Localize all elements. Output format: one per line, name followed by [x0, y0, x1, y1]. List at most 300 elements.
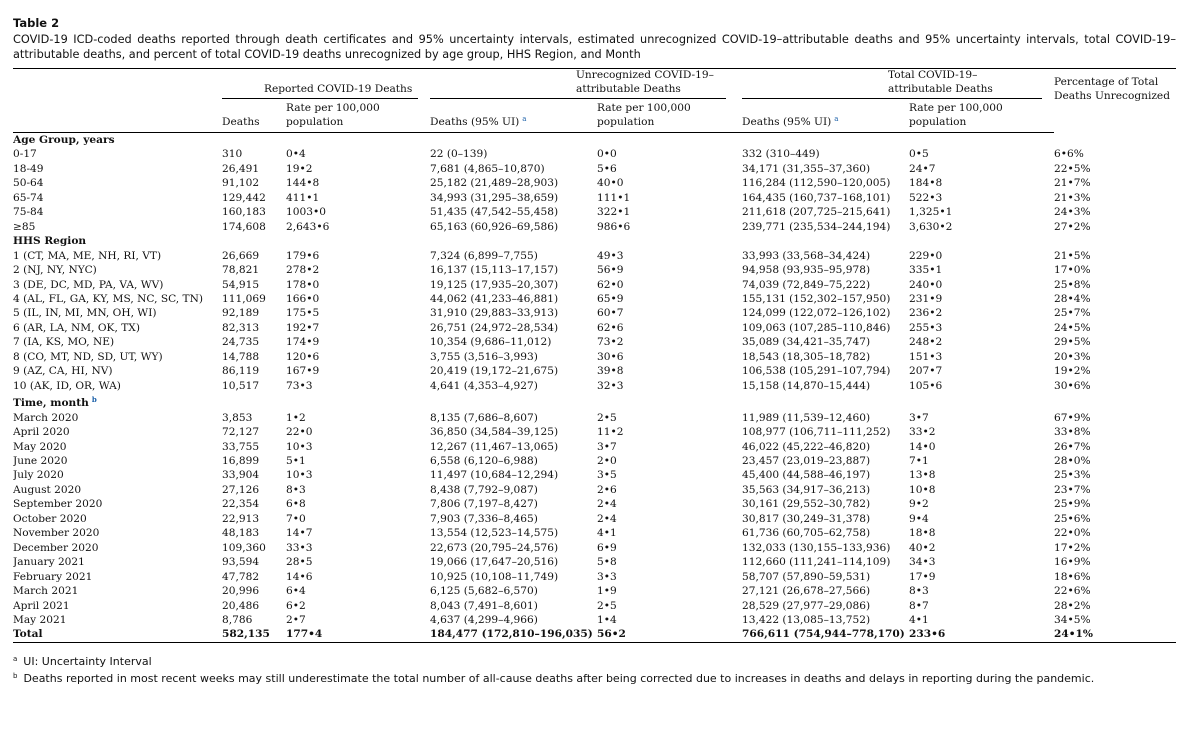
reported-deaths: 14,788 [222, 350, 260, 363]
footnote-a [13, 652, 1176, 670]
total-deaths-ui: 11,989 (11,539–12,460) [742, 411, 871, 424]
table-figure [13, 16, 1176, 687]
table-row [13, 147, 1176, 161]
unrecognized-deaths-ui: 13,554 (12,523–14,575) [430, 527, 559, 540]
row-label: March 2020 [13, 411, 79, 424]
section-header-row [13, 393, 1176, 410]
reported-rate: 33•3 [286, 541, 313, 554]
row-label: July 2020 [13, 469, 64, 482]
percent-unrecognized: 67•9% [1054, 411, 1091, 424]
unrecognized-deaths-ui: 31,910 (29,883–33,913) [430, 307, 559, 320]
unrecognized-rate: 4•1 [597, 527, 617, 540]
unrecognized-rate: 2•5 [597, 411, 617, 424]
table-row [13, 599, 1176, 613]
percent-unrecognized: 30•6% [1054, 379, 1091, 392]
col-rate-total: Rate per 100,000 population [909, 102, 1003, 128]
unrecognized-deaths-ui: 51,435 (47,542–55,458) [430, 206, 559, 219]
table-row [13, 263, 1176, 277]
table-row [13, 321, 1176, 335]
percent-unrecognized: 25•6% [1054, 512, 1091, 525]
percent-unrecognized: 33•8% [1054, 426, 1091, 439]
unrecognized-rate: 60•7 [597, 307, 624, 320]
table-row [13, 483, 1176, 497]
unrecognized-deaths-ui: 7,806 (7,197–8,427) [430, 498, 538, 511]
total-deaths-ui: 13,422 (13,085–13,752) [742, 613, 871, 626]
footnote-mark: b [13, 672, 18, 681]
table-label: Table 2 [13, 16, 60, 30]
unrecognized-rate: 11•2 [597, 426, 624, 439]
percent-unrecognized: 25•3% [1054, 469, 1091, 482]
total-deaths-ui: 34,171 (31,355–37,360) [742, 162, 871, 175]
group-total-header: Total COVID-19– attributable Deaths [888, 69, 993, 95]
total-deaths-ui: 164,435 (160,737–168,101) [742, 191, 891, 204]
row-label: 50-64 [13, 177, 44, 190]
unrecognized-rate: 2•4 [597, 498, 617, 511]
unrecognized-deaths-ui: 65,163 (60,926–69,586) [430, 220, 559, 233]
reported-deaths: 26,669 [222, 249, 260, 262]
unrecognized-deaths-ui: 7,681 (4,865–10,870) [430, 162, 545, 175]
total-deaths-ui: 108,977 (106,711–111,252) [742, 426, 891, 439]
unrecognized-deaths-ui: 4,637 (4,299–4,966) [430, 613, 538, 626]
total-rate: 9•4 [909, 512, 929, 525]
row-label: 5 (IL, IN, MI, MN, OH, WI) [13, 307, 157, 320]
total-rate: 255•3 [909, 321, 943, 334]
row-label: ≥85 [13, 220, 36, 233]
total-reported-deaths: 582,135 [222, 627, 286, 642]
total-rate: 24•7 [909, 162, 936, 175]
unrecognized-rate: 986•6 [597, 220, 631, 233]
total-reported-rate: 177•4 [286, 627, 430, 642]
total-deaths-ui: 155,131 (152,302–157,950) [742, 292, 891, 305]
row-label: September 2020 [13, 498, 103, 511]
percent-unrecognized: 26•7% [1054, 440, 1091, 453]
unrecognized-deaths-ui: 7,324 (6,899–7,755) [430, 249, 538, 262]
total-deaths-ui: 18,543 (18,305–18,782) [742, 350, 871, 363]
footnote-a-ref[interactable]: a [522, 115, 527, 123]
total-deaths-ui: 124,099 (122,072–126,102) [742, 307, 891, 320]
row-label: 7 (IA, KS, MO, NE) [13, 336, 115, 349]
total-rate: 13•8 [909, 469, 936, 482]
percent-unrecognized: 20•3% [1054, 350, 1091, 363]
row-label: May 2021 [13, 613, 67, 626]
unrecognized-deaths-ui: 7,903 (7,336–8,465) [430, 512, 538, 525]
reported-deaths: 54,915 [222, 278, 260, 291]
percent-unrecognized: 34•5% [1054, 613, 1091, 626]
percent-unrecognized: 22•5% [1054, 162, 1091, 175]
table-row [13, 292, 1176, 306]
reported-deaths: 109,360 [222, 541, 266, 554]
total-deaths-ui: 23,457 (23,019–23,887) [742, 454, 871, 467]
unrecognized-deaths-ui: 6,558 (6,120–6,988) [430, 454, 538, 467]
unrecognized-rate: 62•0 [597, 278, 624, 291]
row-label: 6 (AR, LA, NM, OK, TX) [13, 321, 140, 334]
unrecognized-deaths-ui: 10,354 (9,686–11,012) [430, 336, 552, 349]
reported-deaths: 91,102 [222, 177, 260, 190]
unrecognized-deaths-ui: 8,438 (7,792–9,087) [430, 483, 538, 496]
col-rate-reported: Rate per 100,000 population [286, 102, 380, 128]
unrecognized-rate: 56•9 [597, 264, 624, 277]
percent-unrecognized: 22•0% [1054, 527, 1091, 540]
reported-rate: 73•3 [286, 379, 313, 392]
unrecognized-rate: 1•4 [597, 613, 617, 626]
reported-deaths: 78,821 [222, 264, 260, 277]
total-rate: 14•0 [909, 440, 936, 453]
row-label: April 2020 [13, 426, 70, 439]
reported-deaths: 20,486 [222, 599, 260, 612]
table-row [13, 497, 1176, 511]
reported-rate: 7•0 [286, 512, 306, 525]
total-total-rate: 233•6 [909, 627, 1054, 642]
total-deaths-ui: 61,736 (60,705–62,758) [742, 527, 871, 540]
reported-rate: 166•0 [286, 292, 320, 305]
table-row [13, 220, 1176, 234]
total-deaths-ui: 239,771 (235,534–244,194) [742, 220, 891, 233]
unrecognized-rate: 111•1 [597, 191, 631, 204]
reported-deaths: 92,189 [222, 307, 260, 320]
unrecognized-deaths-ui: 11,497 (10,684–12,294) [430, 469, 559, 482]
percent-unrecognized: 18•6% [1054, 570, 1091, 583]
section-title: HHS Region [13, 235, 87, 248]
table-row [13, 570, 1176, 584]
total-rate: 236•2 [909, 307, 943, 320]
total-deaths-ui: 332 (310–449) [742, 148, 820, 161]
unrecognized-rate: 1•9 [597, 585, 617, 598]
total-rate: 522•3 [909, 191, 943, 204]
total-rate: 40•2 [909, 541, 936, 554]
unrecognized-deaths-ui: 16,137 (15,113–17,157) [430, 264, 559, 277]
reported-deaths: 310 [222, 148, 243, 161]
unrecognized-rate: 5•6 [597, 162, 617, 175]
unrecognized-deaths-ui: 19,125 (17,935–20,307) [430, 278, 559, 291]
table-row [13, 411, 1176, 425]
reported-deaths: 3,853 [222, 411, 253, 424]
unrecognized-deaths-ui: 26,751 (24,972–28,534) [430, 321, 559, 334]
unrecognized-rate: 2•0 [597, 454, 617, 467]
reported-deaths: 16,899 [222, 454, 260, 467]
section-title: Age Group, years [13, 134, 115, 146]
table-row [13, 541, 1176, 555]
percent-unrecognized: 17•2% [1054, 541, 1091, 554]
row-label: 9 (AZ, CA, HI, NV) [13, 365, 113, 378]
total-deaths-ui: 132,033 (130,155–133,936) [742, 541, 891, 554]
total-deaths-ui: 15,158 (14,870–15,444) [742, 379, 871, 392]
table-header [13, 69, 1176, 133]
total-rate: 231•9 [909, 292, 943, 305]
table-row [13, 468, 1176, 482]
reported-deaths: 72,127 [222, 426, 260, 439]
unrecognized-rate: 32•3 [597, 379, 624, 392]
percent-unrecognized: 24•3% [1054, 206, 1091, 219]
table-row [13, 205, 1176, 219]
table-row [13, 454, 1176, 468]
unrecognized-deaths-ui: 6,125 (5,682–6,570) [430, 585, 538, 598]
unrecognized-rate: 30•6 [597, 350, 624, 363]
unrecognized-rate: 0•0 [597, 148, 617, 161]
unrecognized-deaths-ui: 8,043 (7,491–8,601) [430, 599, 538, 612]
row-label: 75-84 [13, 206, 44, 219]
total-rate: 33•2 [909, 426, 936, 439]
total-rate: 8•7 [909, 599, 929, 612]
table-row [13, 526, 1176, 540]
reported-deaths: 48,183 [222, 527, 260, 540]
total-rate: 184•8 [909, 177, 943, 190]
total-percent-unrecognized: 24•1% [1054, 627, 1176, 642]
col-deaths-reported: Deaths [222, 101, 286, 133]
total-deaths-ui: 30,817 (30,249–31,378) [742, 512, 871, 525]
unrecognized-deaths-ui: 20,419 (19,172–21,675) [430, 365, 559, 378]
total-rate: 8•3 [909, 585, 929, 598]
unrecognized-rate: 62•6 [597, 321, 624, 334]
table-row [13, 512, 1176, 526]
row-label: 2 (NJ, NY, NYC) [13, 264, 97, 277]
reported-rate: 6•2 [286, 599, 306, 612]
percent-unrecognized: 24•5% [1054, 321, 1091, 334]
reported-rate: 178•0 [286, 278, 320, 291]
reported-rate: 0•4 [286, 148, 306, 161]
reported-deaths: 27,126 [222, 483, 260, 496]
reported-deaths: 20,996 [222, 585, 260, 598]
reported-rate: 10•3 [286, 440, 313, 453]
reported-rate: 8•3 [286, 483, 306, 496]
footnote-text: Deaths reported in most recent weeks may still underestimate the total number of all-cause deaths after being corrected due to increases in deaths and delays in reporting during the pandemic. [23, 672, 1095, 686]
unrecognized-rate: 3•5 [597, 469, 617, 482]
percent-unrecognized: 21•5% [1054, 249, 1091, 262]
total-rate: 10•8 [909, 483, 936, 496]
row-label: 3 (DE, DC, MD, PA, VA, WV) [13, 278, 164, 291]
total-deaths-ui: 58,707 (57,890–59,531) [742, 570, 871, 583]
unrecognized-rate: 3•3 [597, 570, 617, 583]
total-deaths-ui: 45,400 (44,588–46,197) [742, 469, 871, 482]
reported-deaths: 174,608 [222, 220, 266, 233]
total-rate: 17•9 [909, 570, 936, 583]
unrecognized-rate: 39•8 [597, 365, 624, 378]
percent-unrecognized: 22•6% [1054, 585, 1091, 598]
unrecognized-deaths-ui: 44,062 (41,233–46,881) [430, 292, 559, 305]
total-rate: 151•3 [909, 350, 943, 363]
unrecognized-rate: 322•1 [597, 206, 631, 219]
reported-rate: 14•7 [286, 527, 313, 540]
table-row [13, 555, 1176, 569]
row-label: June 2020 [13, 454, 68, 467]
reported-deaths: 129,442 [222, 191, 266, 204]
table-row [13, 364, 1176, 378]
reported-rate: 14•6 [286, 570, 313, 583]
percent-unrecognized: 25•8% [1054, 278, 1091, 291]
reported-rate: 192•7 [286, 321, 320, 334]
reported-deaths: 93,594 [222, 556, 260, 569]
total-deaths-ui: 27,121 (26,678–27,566) [742, 585, 871, 598]
row-label: 4 (AL, FL, GA, KY, MS, NC, SC, TN) [13, 292, 204, 305]
percent-unrecognized: 19•2% [1054, 365, 1091, 378]
percent-unrecognized: 23•7% [1054, 483, 1091, 496]
percent-unrecognized: 17•0% [1054, 264, 1091, 277]
unrecognized-rate: 73•2 [597, 336, 624, 349]
total-deaths-ui: 106,538 (105,291–107,794) [742, 365, 891, 378]
section-header-row [13, 234, 1176, 248]
table-row [13, 176, 1176, 190]
table-row [13, 584, 1176, 598]
unrecognized-deaths-ui: 22,673 (20,795–24,576) [430, 541, 559, 554]
row-label: 8 (CO, MT, ND, SD, UT, WY) [13, 350, 163, 363]
total-rate: 105•6 [909, 379, 943, 392]
section-header-row [13, 133, 1176, 148]
total-unrecognized-deaths-ui: 184,477 (172,810–196,035) [430, 627, 597, 642]
row-label: October 2020 [13, 512, 87, 525]
unrecognized-rate: 2•5 [597, 599, 617, 612]
reported-rate: 167•9 [286, 365, 320, 378]
unrecognized-rate: 2•6 [597, 483, 617, 496]
table-row [13, 440, 1176, 454]
unrecognized-rate: 6•9 [597, 541, 617, 554]
percent-unrecognized: 28•4% [1054, 292, 1091, 305]
reported-rate: 175•5 [286, 307, 320, 320]
reported-deaths: 160,183 [222, 206, 266, 219]
section-title: Time, month [13, 397, 89, 410]
table-row [13, 162, 1176, 176]
unrecognized-deaths-ui: 3,755 (3,516–3,993) [430, 350, 538, 363]
total-rate: 240•0 [909, 278, 943, 291]
reported-rate: 120•6 [286, 350, 320, 363]
percent-unrecognized: 21•3% [1054, 191, 1091, 204]
total-rate: 3•7 [909, 411, 929, 424]
unrecognized-rate: 40•0 [597, 177, 624, 190]
total-deaths-ui: 94,958 (93,935–95,978) [742, 264, 871, 277]
unrecognized-rate: 65•9 [597, 292, 624, 305]
unrecognized-deaths-ui: 10,925 (10,108–11,749) [430, 570, 559, 583]
percent-unrecognized: 28•2% [1054, 599, 1091, 612]
reported-rate: 6•4 [286, 585, 306, 598]
total-rate: 229•0 [909, 249, 943, 262]
total-deaths-ui: 35,089 (34,421–35,747) [742, 336, 871, 349]
total-row [13, 627, 1176, 642]
total-deaths-ui: 112,660 (111,241–114,109) [742, 556, 891, 569]
group-unrecognized-header: Unrecognized COVID-19–attributable Deaths [576, 69, 714, 95]
reported-rate: 10•3 [286, 469, 313, 482]
unrecognized-deaths-ui: 8,135 (7,686–8,607) [430, 411, 538, 424]
reported-rate: 1•2 [286, 411, 306, 424]
table-row [13, 306, 1176, 320]
unrecognized-deaths-ui: 25,182 (21,489–28,903) [430, 177, 559, 190]
total-total-deaths-ui: 766,611 (754,944–778,170) [742, 627, 909, 642]
row-label: February 2021 [13, 570, 93, 583]
total-rate: 248•2 [909, 336, 943, 349]
reported-deaths: 86,119 [222, 365, 260, 378]
reported-deaths: 33,904 [222, 469, 260, 482]
total-deaths-ui: 109,063 (107,285–110,846) [742, 321, 891, 334]
reported-rate: 278•2 [286, 264, 320, 277]
unrecognized-deaths-ui: 19,066 (17,647–20,516) [430, 556, 559, 569]
pct-unrecognized-header: Percentage of Total Deaths Unrecognized [1054, 76, 1170, 102]
reported-rate: 144•8 [286, 177, 320, 190]
table-row [13, 613, 1176, 627]
reported-rate: 22•0 [286, 426, 313, 439]
total-deaths-ui: 211,618 (207,725–215,641) [742, 206, 891, 219]
row-label: May 2020 [13, 440, 67, 453]
total-deaths-ui: 33,993 (33,568–34,424) [742, 249, 871, 262]
table-row [13, 379, 1176, 393]
row-label: March 2021 [13, 585, 79, 598]
col-deaths-ui-total: Deaths (95% UI) [742, 116, 832, 128]
row-label: 1 (CT, MA, ME, NH, RI, VT) [13, 249, 162, 262]
reported-deaths: 82,313 [222, 321, 260, 334]
footnote-a-ref[interactable]: a [834, 115, 839, 123]
group-reported-header: Reported COVID-19 Deaths [264, 82, 413, 95]
total-deaths-ui: 74,039 (72,849–75,222) [742, 278, 871, 291]
unrecognized-deaths-ui: 22 (0–139) [430, 148, 488, 161]
total-deaths-ui: 28,529 (27,977–29,086) [742, 599, 871, 612]
row-label: 65-74 [13, 191, 44, 204]
reported-deaths: 22,913 [222, 512, 260, 525]
row-label: November 2020 [13, 527, 100, 540]
reported-rate: 174•9 [286, 336, 320, 349]
total-rate: 207•7 [909, 365, 943, 378]
reported-rate: 411•1 [286, 191, 320, 204]
total-deaths-ui: 35,563 (34,917–36,213) [742, 483, 871, 496]
reported-deaths: 22,354 [222, 498, 260, 511]
unrecognized-rate: 2•4 [597, 512, 617, 525]
reported-rate: 179•6 [286, 249, 320, 262]
reported-rate: 2,643•6 [286, 220, 330, 233]
reported-deaths: 47,782 [222, 570, 260, 583]
unrecognized-deaths-ui: 34,993 (31,295–38,659) [430, 191, 559, 204]
total-rate: 1,325•1 [909, 206, 953, 219]
row-label: 0-17 [13, 148, 37, 161]
unrecognized-deaths-ui: 36,850 (34,584–39,125) [430, 426, 559, 439]
reported-deaths: 8,786 [222, 613, 253, 626]
reported-deaths: 33,755 [222, 440, 260, 453]
total-rate: 18•8 [909, 527, 936, 540]
footnote-b [13, 669, 1176, 687]
unrecognized-rate: 49•3 [597, 249, 624, 262]
percent-unrecognized: 27•2% [1054, 220, 1091, 233]
reported-rate: 28•5 [286, 556, 313, 569]
percent-unrecognized: 16•9% [1054, 556, 1091, 569]
row-label: April 2021 [13, 599, 70, 612]
footnote-b-ref[interactable]: b [91, 395, 97, 405]
unrecognized-deaths-ui: 4,641 (4,353–4,927) [430, 379, 538, 392]
unrecognized-deaths-ui: 12,267 (11,467–13,065) [430, 440, 559, 453]
reported-deaths: 10,517 [222, 379, 260, 392]
reported-rate: 1003•0 [286, 206, 326, 219]
unrecognized-rate: 3•7 [597, 440, 617, 453]
table-caption: COVID-19 ICD-coded deaths reported through death certificates and 95% uncertainty intervals, estimated unrecognized COVID-19–attributable deaths and 95% uncertainty intervals, total COVID-19–attributable deaths, and percent of total COVID-19 deaths unrecognized by age group, HHS Region, and Month [13, 33, 1176, 61]
row-label: December 2020 [13, 541, 99, 554]
total-deaths-ui: 46,022 (45,222–46,820) [742, 440, 871, 453]
total-deaths-ui: 116,284 (112,590–120,005) [742, 177, 891, 190]
total-rate: 7•1 [909, 454, 929, 467]
col-rate-unrecognized: Rate per 100,000 population [597, 102, 691, 128]
percent-unrecognized: 28•0% [1054, 454, 1091, 467]
total-unrecognized-rate: 56•2 [597, 627, 742, 642]
reported-deaths: 26,491 [222, 162, 260, 175]
reported-rate: 5•1 [286, 454, 306, 467]
data-table [13, 68, 1176, 643]
footnote-text: UI: Uncertainty Interval [23, 654, 152, 668]
reported-deaths: 24,735 [222, 336, 260, 349]
table-row [13, 191, 1176, 205]
reported-rate: 19•2 [286, 162, 313, 175]
footnote-mark: a [13, 654, 18, 663]
total-row-label: Total [13, 627, 222, 642]
percent-unrecognized: 21•7% [1054, 177, 1091, 190]
percent-unrecognized: 25•7% [1054, 307, 1091, 320]
total-deaths-ui: 30,161 (29,552–30,782) [742, 498, 871, 511]
footnotes [13, 652, 1176, 687]
percent-unrecognized: 25•9% [1054, 498, 1091, 511]
col-deaths-ui-unrecognized: Deaths (95% UI) [430, 116, 520, 128]
table-row [13, 249, 1176, 263]
row-label: January 2021 [13, 556, 85, 569]
